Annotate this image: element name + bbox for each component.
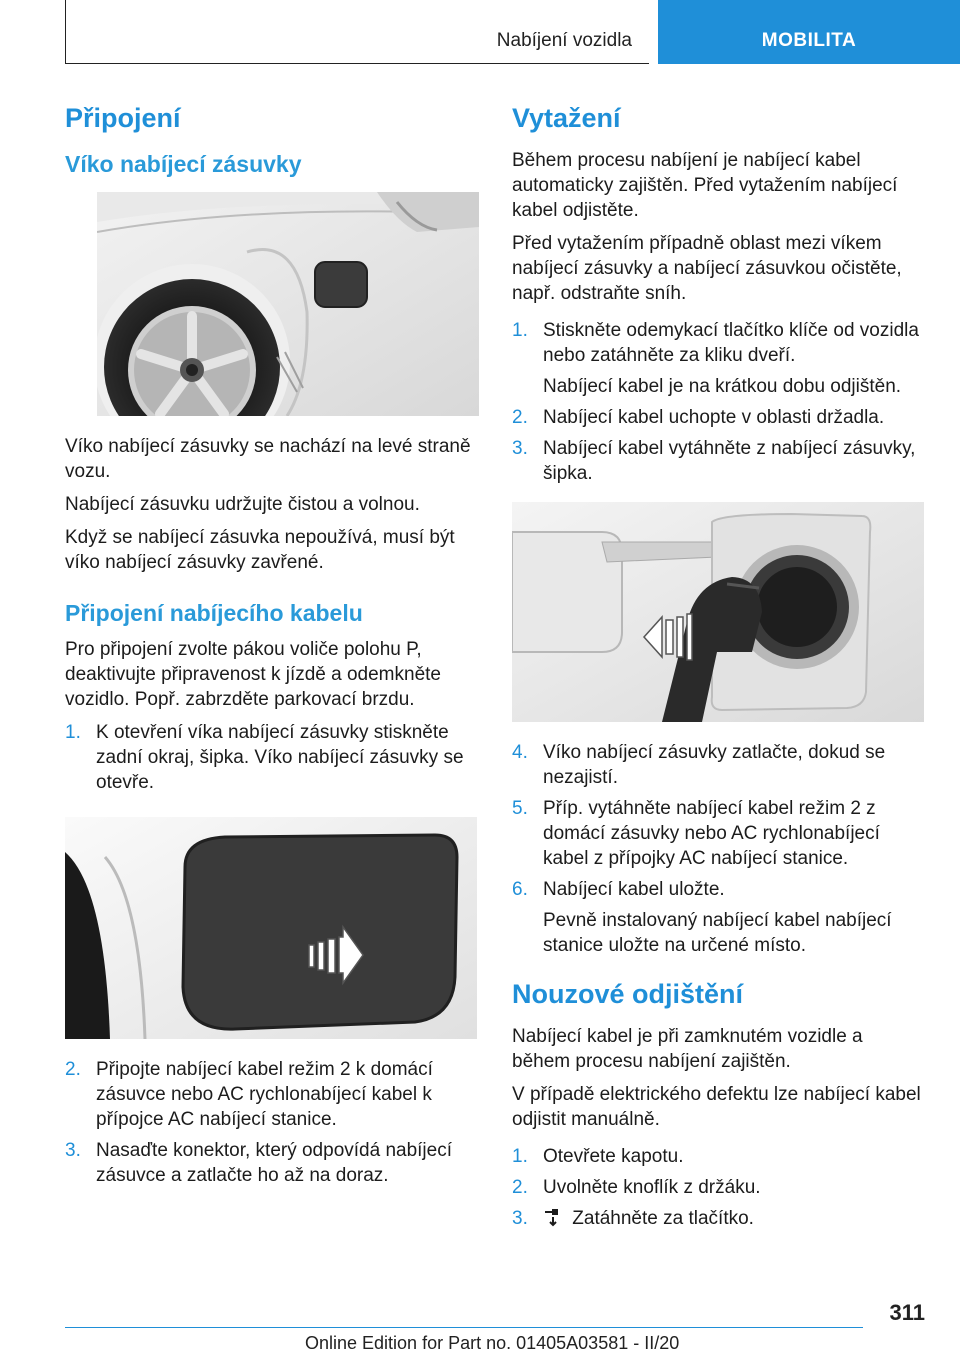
step-text: Nabíjecí kabel uložte. xyxy=(543,879,725,900)
list-item xyxy=(512,436,925,486)
charging-flap-car-illustration xyxy=(97,192,479,416)
list-item xyxy=(512,1144,925,1169)
step-number: 3. xyxy=(512,438,528,459)
hood-release-pull-icon xyxy=(543,1207,561,1227)
list-item xyxy=(512,740,925,790)
step-text: Nabíjecí kabel uchopte v oblasti držadla. xyxy=(543,407,885,428)
list-item xyxy=(65,1138,477,1188)
chapter-label: MOBILITA xyxy=(761,30,857,51)
paragraph: Víko nabíjecí zásuvky se nachází na levé straně vozu. xyxy=(65,436,471,482)
subsection-title-cable: Připojení nabíjecího kabelu xyxy=(65,600,363,626)
paragraph: Nabíjecí zásuvku udržujte čistou a volnou. xyxy=(65,494,420,515)
step-list xyxy=(65,1057,477,1188)
paragraph: Nabíjecí kabel je při zamknutém vozidle a během procesu nabíjení zajištěn. xyxy=(512,1026,863,1072)
step-text: Připojte nabíjecí kabel režim 2 k domácí zásuvce nebo AC rychlonabíjecí kabel k přípojce AC nabíjecí stanice. xyxy=(96,1059,433,1130)
list-item xyxy=(65,720,477,795)
step-number: 2. xyxy=(512,407,528,428)
list-item xyxy=(512,318,925,399)
step-number: 1. xyxy=(512,320,528,341)
list-item xyxy=(512,1175,925,1200)
page-number: 311 xyxy=(889,1300,925,1325)
list-item xyxy=(512,405,925,430)
paragraph: V případě elektrického defektu lze nabíjecí kabel odjistit manuálně. xyxy=(512,1084,921,1130)
right-column xyxy=(512,100,925,1237)
paragraph: Když se nabíjecí zásuvka nepoužívá, musí být víko nabíjecí zásuvky zavřené. xyxy=(65,527,455,573)
step-text: Víko nabíjecí zásuvky zatlačte, dokud se nezajistí. xyxy=(543,742,886,788)
list-item xyxy=(65,1057,477,1132)
footer-divider xyxy=(65,1327,863,1328)
page-header xyxy=(0,0,960,66)
step-number: 4. xyxy=(512,742,528,763)
step-text: Nasaďte konektor, který odpovídá nabíjecí zásuvce a zatlačte ho až na doraz. xyxy=(96,1140,452,1186)
step-number: 1. xyxy=(512,1146,528,1167)
step-note: Pevně instalovaný nabíjecí kabel nabíjecí stanice uložte na určené místo. xyxy=(543,910,892,956)
list-item xyxy=(512,877,925,958)
step-number: 3. xyxy=(65,1140,81,1161)
paragraph: Pro připojení zvolte pákou voliče polohu P, deaktivujte připravenost k jízdě a odemkněte vozidlo. Popř. zabrzděte parkovací brzdu. xyxy=(65,639,441,710)
step-note: Nabíjecí kabel je na krátkou dobu odjištěn. xyxy=(543,376,902,397)
step-number: 2. xyxy=(512,1177,528,1198)
section-title-vytazeni: Vytažení xyxy=(512,103,621,133)
step-list xyxy=(512,740,925,958)
section-title-pripojeni: Připojení xyxy=(65,103,181,133)
left-column xyxy=(65,100,477,1194)
list-item xyxy=(512,1206,925,1231)
list-item xyxy=(512,796,925,871)
step-number: 6. xyxy=(512,879,528,900)
step-number: 2. xyxy=(65,1059,81,1080)
step-number: 5. xyxy=(512,798,528,819)
footer-edition: Online Edition for Part no. 01405A03581 - II/20 xyxy=(305,1333,680,1353)
step-number: 3. xyxy=(512,1208,528,1229)
step-list xyxy=(512,318,925,486)
step-text: Stiskněte odemykací tlačítko klíče od vozidla nebo zatáhněte za kliku dveří. xyxy=(543,320,919,366)
step-list xyxy=(65,720,477,795)
step-text: Uvolněte knoflík z držáku. xyxy=(543,1177,761,1198)
subsection-title-viko: Víko nabíjecí zásuvky xyxy=(65,151,302,177)
step-number: 1. xyxy=(65,722,81,743)
paragraph: Před vytažením případně oblast mezi víkem nabíjecí zásuvky a nabíjecí zásuvkou očistěte, např. odstraňte sníh. xyxy=(512,233,902,304)
step-text: Zatáhněte za tlačítko. xyxy=(572,1208,754,1229)
section-title-nouzove: Nouzové odjištění xyxy=(512,979,744,1009)
cable-unplug-illustration xyxy=(512,502,924,722)
header-chapter-tab xyxy=(658,0,960,64)
step-text: Příp. vytáhněte nabíjecí kabel režim 2 z domácí zásuvky nebo AC rychlonabíjecí kabel z přípojky AC nabíjecí stanice. xyxy=(543,798,880,869)
charging-flap-push-illustration xyxy=(65,817,477,1039)
paragraph: Během procesu nabíjení je nabíjecí kabel automaticky zajištěn. Před vytažením nabíjecí kabel odjistěte. xyxy=(512,150,898,221)
header-section-title: Nabíjení vozidla xyxy=(496,30,632,51)
step-list xyxy=(512,1144,925,1231)
step-text: K otevření víka nabíjecí zásuvky stiskněte zadní okraj, šipka. Víko nabíjecí zásuvky se otevře. xyxy=(96,722,464,793)
step-text: Nabíjecí kabel vytáhněte z nabíjecí zásuvky, šipka. xyxy=(543,438,916,484)
step-text: Otevřete kapotu. xyxy=(543,1146,684,1167)
